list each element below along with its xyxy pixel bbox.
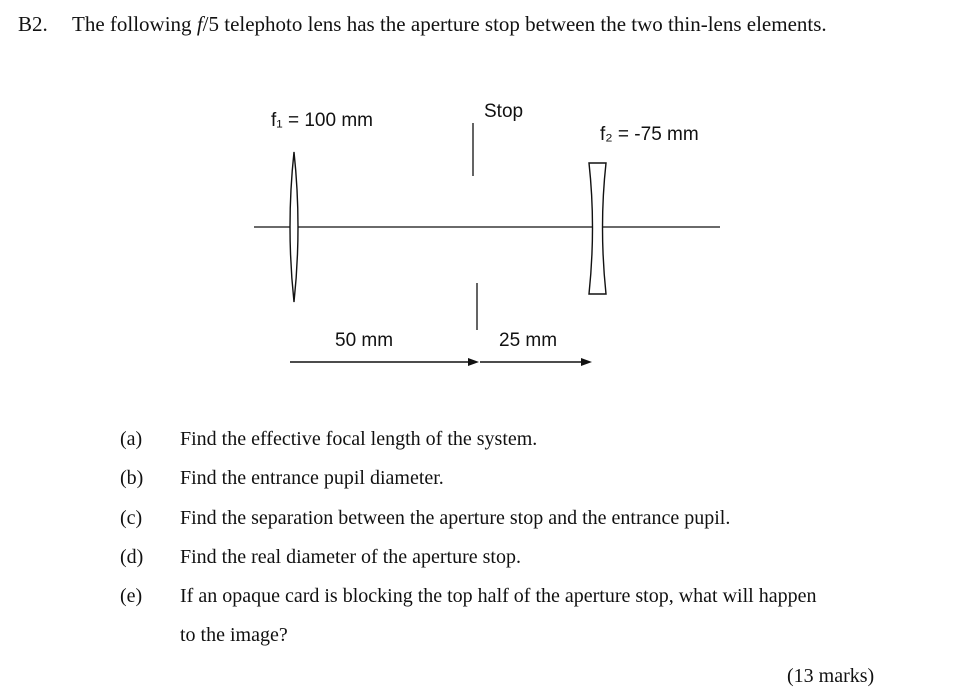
part-e-label: (e) <box>120 585 143 607</box>
part-d-text: Find the real diameter of the aperture stop. <box>180 546 521 568</box>
fnumber-rest: /5 <box>202 12 219 36</box>
dimension-arrow-25mm-head <box>581 358 592 366</box>
part-e-text: If an opaque card is blocking the top half of the aperture stop, what will happen <box>180 585 817 607</box>
distance-label-50mm: 50 mm <box>335 330 394 351</box>
part-a-label: (a) <box>120 428 143 450</box>
f1-label: f₁ = 100 mm <box>271 110 373 131</box>
part-c-text: Find the separation between the aperture stop and the entrance pupil. <box>180 507 731 529</box>
stop-label: Stop <box>484 101 524 122</box>
question-number: B2. <box>18 12 48 36</box>
f2-label: f₂ = -75 mm <box>600 124 699 145</box>
positive-lens-f1 <box>290 152 298 302</box>
part-d-label: (d) <box>120 546 144 568</box>
question-text-after: telephoto lens has the aperture stop between the two thin-lens elements. <box>219 12 827 36</box>
part-b-label: (b) <box>120 467 144 489</box>
fnumber-f: f <box>196 12 203 36</box>
question-text-before: The following <box>72 12 197 36</box>
negative-lens-f2 <box>589 163 606 294</box>
dimension-arrow-50mm-head <box>468 358 479 366</box>
part-c-label: (c) <box>120 507 143 529</box>
marks-label: (13 marks) <box>787 665 875 687</box>
distance-label-25mm: 25 mm <box>499 330 558 351</box>
part-e-text-continued: to the image? <box>180 624 288 646</box>
part-a-text: Find the effective focal length of the system. <box>180 428 538 450</box>
part-b-text: Find the entrance pupil diameter. <box>180 467 444 489</box>
